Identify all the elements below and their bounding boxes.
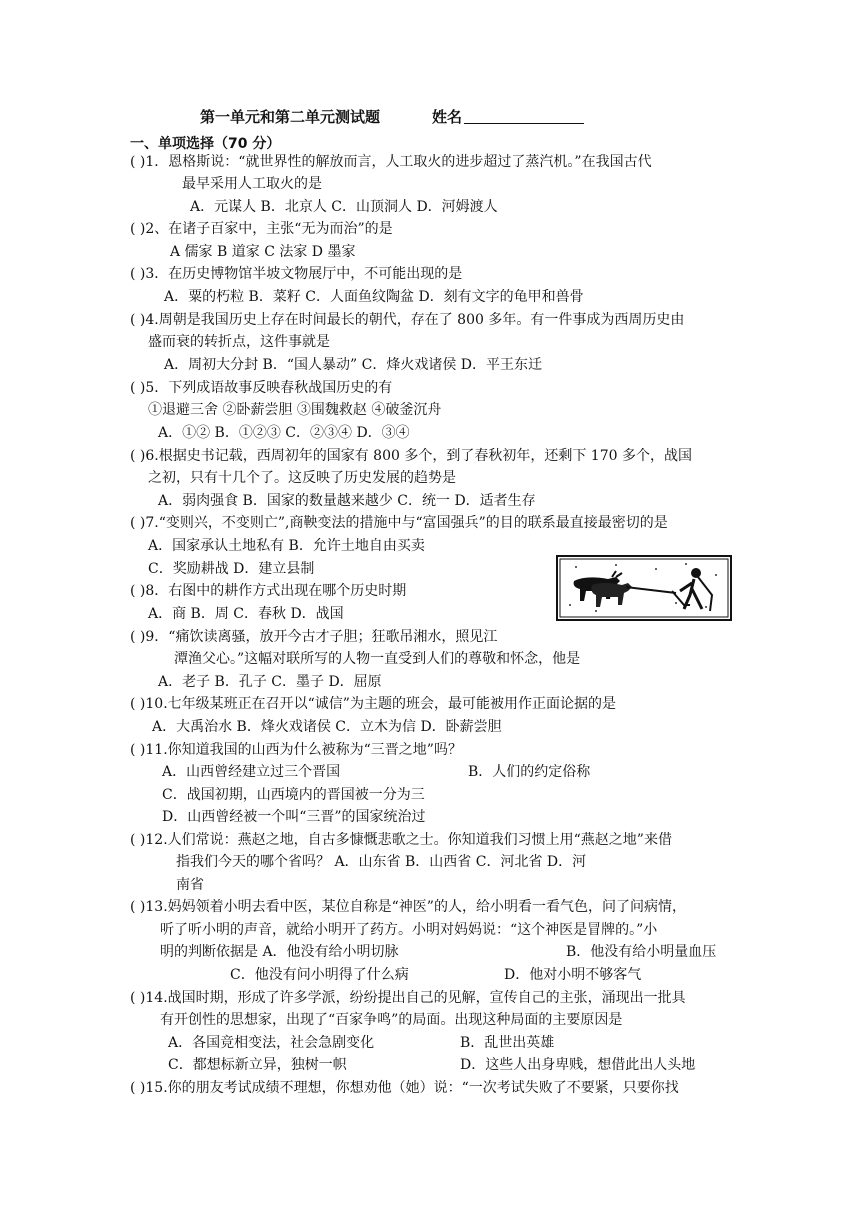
name-label: 姓名: [432, 108, 463, 126]
question-5-options: A．①② B．①②③ C．②③④ D．③④: [158, 425, 410, 441]
question-8-options: A．商 B．周 C．春秋 D．战国: [148, 606, 344, 622]
question-9-line-1: ( )9．“痛饮读离骚，放开今古才子胆；狂歌吊湘水，照见江: [130, 629, 498, 645]
question-8-line-1: ( )8．右图中的耕作方式出现在哪个历史时期: [130, 583, 407, 599]
question-13-option-b: B．他没有给小明量血压: [566, 944, 717, 960]
ox-plowing-image: [556, 555, 732, 621]
question-11-option-b: B．人们的约定俗称: [468, 764, 591, 780]
question-2-options: A 儒家 B 道家 C 法家 D 墨家: [170, 244, 356, 260]
question-11-option-c: C．战国初期，山西境内的晋国被一分为三: [162, 787, 425, 803]
question-7-options-row-2: C．奖励耕战 D．建立县制: [148, 561, 315, 577]
question-13-line-2: 听了听小明的声音，就给小明开了药方。小明对妈妈说：“这个神医是冒牌的。”小: [160, 922, 658, 938]
question-11-option-a: A．山西曾经建立过三个晋国: [162, 764, 341, 780]
section-heading: 一、单项选择（70 分）: [130, 136, 281, 152]
question-7-options-row-1: A．国家承认土地私有 B．允许土地自由买卖: [148, 538, 425, 554]
question-14-option-a: A．各国竞相变法，社会急剧变化: [168, 1035, 375, 1051]
question-13-option-c: C．他没有问小明得了什么病: [230, 967, 409, 983]
question-3-options: A．粟的朽粒 B．菜籽 C．人面鱼纹陶盆 D．刻有文字的龟甲和兽骨: [164, 289, 584, 305]
question-14-option-b: B．乱世出英雄: [460, 1035, 555, 1051]
question-12-line-2: 指我们今天的哪个省吗？ A．山东省 B．山西省 C．河北省 D．河: [176, 854, 587, 870]
question-12-line-3: 南省: [176, 877, 204, 893]
question-3-line-1: ( )3．在历史博物馆半坡文物展厅中，不可能出现的是: [130, 266, 463, 282]
question-15-line-1: ( )15.你的朋友考试成绩不理想，你想劝他（她）说：“一次考试失败了不要紧，只要你找: [130, 1080, 679, 1096]
question-6-options: A．弱肉强食 B．国家的数量越来越少 C．统一 D．适者生存: [158, 493, 536, 509]
question-13-line-3: 明的判断依据是 A．他没有给小明切脉: [160, 944, 399, 960]
question-11-line-1: ( )11.你知道我国的山西为什么被称为“三晋之地”吗？: [130, 742, 462, 758]
question-5-items: ①退避三舍 ②卧薪尝胆 ③围魏救赵 ④破釜沉舟: [148, 402, 442, 418]
name-blank-line: [464, 123, 584, 124]
question-9-line-2: 潭渔父心。”这幅对联所写的人物一直受到人们的尊敬和怀念，他是: [174, 651, 581, 667]
question-14-option-c: C．都想标新立异，独树一帜: [168, 1057, 347, 1073]
question-1-line-1: ( )1．恩格斯说：“就世界性的解放而言，人工取火的进步超过了蒸汽机。”在我国古代: [130, 154, 652, 170]
question-1-options: A．元谋人 B．北京人 C．山顶洞人 D．河姆渡人: [190, 199, 498, 215]
question-11-option-d: D．山西曾经被一个叫“三晋”的国家统治过: [162, 809, 426, 825]
question-4-options: A．周初大分封 B．“国人暴动” C．烽火戏诸侯 D．平王东迁: [164, 357, 542, 373]
ox-plowing-drawing: [556, 555, 732, 621]
question-7-line-1: ( )7.“变则兴，不变则亡”,商鞅变法的措施中与“富国强兵”的目的联系最直接最密切的是: [130, 515, 668, 531]
question-9-options: A．老子 B．孔子 C．墨子 D．屈原: [158, 674, 382, 690]
question-14-line-1: ( )14.战国时期，形成了许多学派，纷纷提出自己的见解，宣传自己的主张，涌现出一批具: [130, 990, 686, 1006]
question-5-line-1: ( )5．下列成语故事反映春秋战国历史的有: [130, 380, 393, 396]
page-title: 第一单元和第二单元测试题: [200, 108, 381, 126]
question-14-option-d: D．这些人出身卑贱，想借此出人头地: [460, 1057, 696, 1073]
question-6-line-2: 之初，只有十几个了。这反映了历史发展的趋势是: [148, 470, 456, 486]
question-6-line-1: ( )6.根据史书记载，西周初年的国家有 800 多个，到了春秋初年，还剩下 170 多个，战国: [130, 448, 692, 464]
question-10-options: A．大禹治水 B．烽火戏诸侯 C．立木为信 D．卧薪尝胆: [152, 719, 502, 735]
question-13-line-1: ( )13.妈妈领着小明去看中医，某位自称是“神医”的人，给小明看一看气色，问了问病情，: [130, 899, 686, 915]
question-14-line-2: 有开创性的思想家，出现了“百家争鸣”的局面。出现这种局面的主要原因是: [160, 1012, 623, 1028]
question-2-line-1: ( )2、在诸子百家中，主张“无为而治”的是: [130, 221, 393, 237]
question-12-line-1: ( )12.人们常说：燕赵之地，自古多慷慨悲歌之士。你知道我们习惯上用“燕赵之地”来借: [130, 832, 672, 848]
question-10-line-1: ( )10.七年级某班正在召开以“诚信”为主题的班会，最可能被用作正面论据的是: [130, 696, 616, 712]
question-4-line-2: 盛而衰的转折点，这件事就是: [148, 334, 330, 350]
question-4-line-1: ( )4.周朝是我国历史上存在时间最长的朝代，存在了 800 多年。有一件事成为西周历史由: [130, 312, 685, 328]
question-1-line-2: 最早采用人工取火的是: [182, 176, 322, 192]
question-13-option-d: D．他对小明不够客气: [504, 967, 642, 983]
